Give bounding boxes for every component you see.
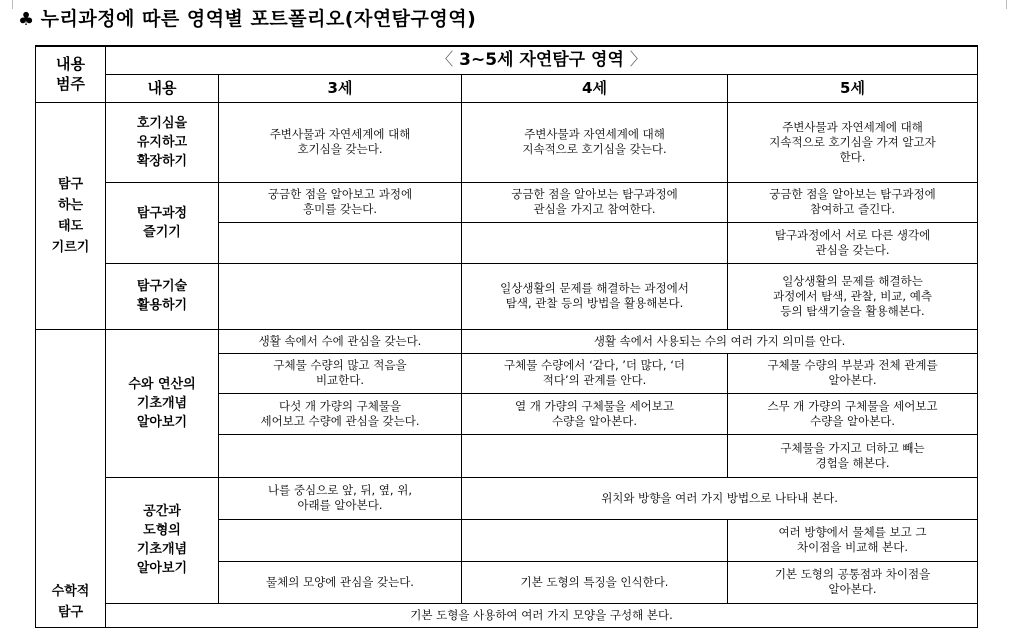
cell-age4: 주변사물과 자연세계에 대해 지속적으로 호기심을 갖는다. <box>462 102 728 182</box>
cell-age5: 구체물 수량의 부분과 전체 관계를 알아본다. <box>728 353 978 393</box>
cell-all-ages: 기본 도형을 사용하여 여러 가지 모양을 구성해 본다. <box>106 603 978 627</box>
cell-age4: 궁금한 점을 알아보는 탐구과정에 관심을 가지고 참여한다. <box>462 182 728 222</box>
table-row <box>36 329 978 353</box>
category-attitude: 탐구 하는 태도 기르기 <box>36 102 106 329</box>
cell-age5: 일상생활의 문제를 해결하는 과정에서 탐색, 관찰, 비교, 예측 등의 탐색기술을 활용해본다. <box>728 263 978 329</box>
corner-label: 내용 범주 <box>36 46 106 102</box>
category-math: 수학적 탐구 <box>36 329 106 627</box>
subcategory-curiosity: 호기심을 유지하고 확장하기 <box>106 102 219 182</box>
subcategory-space: 공간과 도형의 기초개념 알아보기 <box>106 477 219 603</box>
cell-age4: 구체물 수량에서 ‘같다, ’더 많다, ‘더 적다’의 관계를 안다. <box>462 353 728 393</box>
cell-age3: 물체의 모양에 관심을 갖는다. <box>219 561 462 603</box>
cell-age4-empty <box>462 222 728 263</box>
page-corner-mark-left <box>12 0 13 9</box>
table-row <box>36 102 978 182</box>
header-row-1 <box>36 46 978 74</box>
page-title-text: 누리과정에 따른 영역별 포트폴리오(자연탐구영역) <box>40 8 477 30</box>
cell-age4-empty <box>462 519 728 561</box>
cell-age3-empty <box>219 519 462 561</box>
column-header-content: 내용 <box>106 74 219 102</box>
cell-age3: 생활 속에서 수에 관심을 갖는다. <box>219 329 462 353</box>
cell-age4: 열 개 가량의 구체물을 세어보고 수량을 알아본다. <box>462 393 728 434</box>
table-row <box>36 263 978 329</box>
cell-age3-empty <box>219 263 462 329</box>
banner-cell <box>106 46 978 74</box>
page-title <box>18 4 476 31</box>
banner-left-bracket: 〈 <box>436 50 454 71</box>
table-row <box>36 182 978 222</box>
column-header-age4: 4세 <box>462 74 728 102</box>
table-row <box>36 603 978 627</box>
cell-age3: 나를 중심으로 앞, 뒤, 옆, 위, 아래를 알아본다. <box>219 477 462 519</box>
cell-age5: 스무 개 가량의 구체물을 세어보고 수량을 알아본다. <box>728 393 978 434</box>
column-header-age5: 5세 <box>728 74 978 102</box>
cell-age3-empty <box>219 222 462 263</box>
cell-age3-empty <box>219 434 462 477</box>
cell-age3: 다섯 개 가량의 구체물을 세어보고 수량에 관심을 갖는다. <box>219 393 462 434</box>
banner-title: 3~5세 자연탐구 영역 <box>459 50 624 71</box>
cell-age5: 탐구과정에서 서로 다른 생각에 관심을 갖는다. <box>728 222 978 263</box>
subcategory-process: 탐구과정 즐기기 <box>106 182 219 263</box>
cell-age4-empty <box>462 434 728 477</box>
cell-age4-5: 위치와 방향을 여러 가지 방법으로 나타내 본다. <box>462 477 978 519</box>
page-corner-mark-right <box>1006 0 1007 9</box>
subcategory-number: 수와 연산의 기초개념 알아보기 <box>106 329 219 477</box>
table-row <box>36 477 978 519</box>
cell-age4: 기본 도형의 특징을 인식한다. <box>462 561 728 603</box>
subcategory-skills: 탐구기술 활용하기 <box>106 263 219 329</box>
column-header-age3: 3세 <box>219 74 462 102</box>
cell-age5: 주변사물과 자연세계에 대해 지속적으로 호기심을 가져 알고자 한다. <box>728 102 978 182</box>
cell-age3: 궁금한 점을 알아보고 과정에 흥미를 갖는다. <box>219 182 462 222</box>
cell-age5: 구체물을 가지고 더하고 빼는 경험을 해본다. <box>728 434 978 477</box>
cell-age3: 구체물 수량의 많고 적음을 비교한다. <box>219 353 462 393</box>
cell-age4: 일상생활의 문제를 해결하는 과정에서 탐색, 관찰 등의 방법을 활용해본다. <box>462 263 728 329</box>
cell-age5: 기본 도형의 공통점과 차이점을 알아본다. <box>728 561 978 603</box>
club-suit-icon: ♣ <box>18 9 35 30</box>
cell-age5: 여러 방향에서 물체를 보고 그 차이점을 비교해 본다. <box>728 519 978 561</box>
header-row-2 <box>36 74 978 102</box>
cell-age4-5: 생활 속에서 사용되는 수의 여러 가지 의미를 안다. <box>462 329 978 353</box>
banner-right-bracket: 〉 <box>629 50 647 71</box>
cell-age5: 궁금한 점을 알아보는 탐구과정에 참여하고 즐긴다. <box>728 182 978 222</box>
cell-age3: 주변사물과 자연세계에 대해 호기심을 갖는다. <box>219 102 462 182</box>
portfolio-table <box>35 45 978 628</box>
